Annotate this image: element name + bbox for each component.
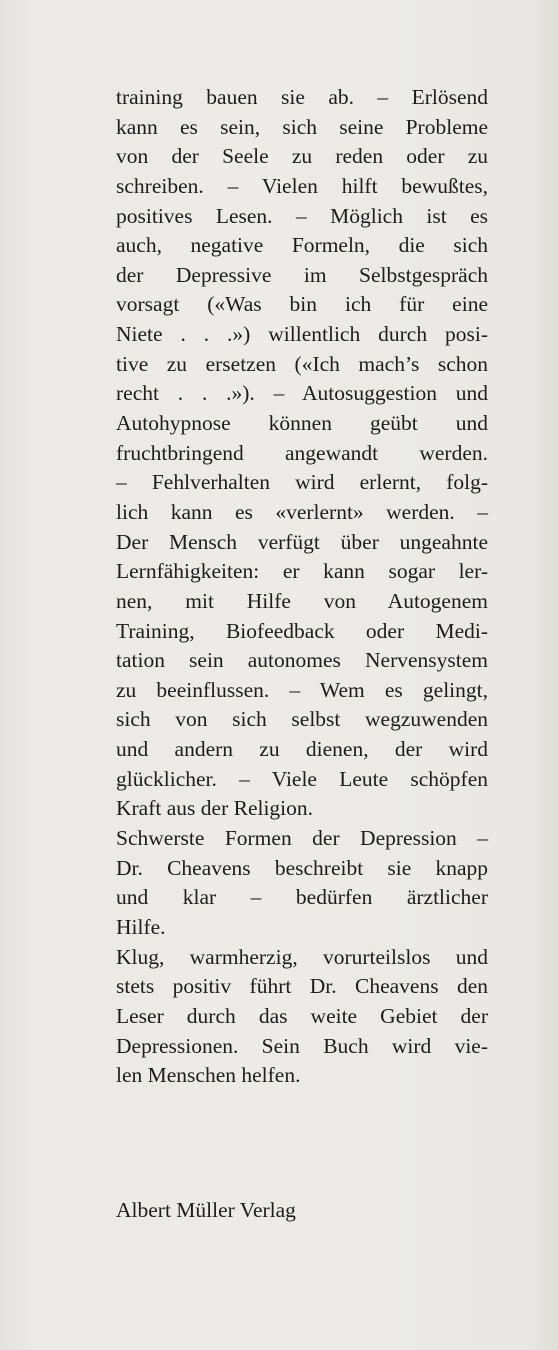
text-line: len Menschen helfen.	[116, 1063, 301, 1088]
text-line: Leser durch das weite Gebiet der	[116, 1003, 488, 1028]
text-line: fruchtbringend angewandt werden.	[116, 440, 488, 465]
text-line: nen, mit Hilfe von Autogenem	[116, 588, 488, 613]
text-line: Schwerste Formen der Depression –	[116, 826, 488, 851]
text-line: vorsagt («Was bin ich für eine	[116, 292, 488, 317]
text-line: auch, negative Formeln, die sich	[116, 233, 488, 258]
text-line: kann es sein, sich seine Probleme	[116, 114, 488, 139]
text-line: tive zu ersetzen («Ich mach’s schon	[116, 351, 488, 376]
text-line: Dr. Cheavens beschreibt sie knapp	[116, 855, 488, 880]
text-line: zu beeinflussen. – Wem es gelingt,	[116, 677, 488, 702]
blurb-text	[116, 83, 488, 1091]
text-line: – Fehlverhalten wird erlernt, folg-	[116, 470, 488, 495]
text-line: schreiben. – Vielen hilft bewußtes,	[116, 173, 488, 198]
text-line: und andern zu dienen, der wird	[116, 737, 488, 762]
text-line: Der Mensch verfügt über ungeahnte	[116, 529, 488, 554]
text-line: Training, Biofeedback oder Medi-	[116, 618, 488, 643]
text-line: sich von sich selbst wegzuwenden	[116, 707, 488, 732]
text-line: lich kann es «verlernt» werden. –	[116, 499, 488, 524]
text-line: tation sein autonomes Nervensystem	[116, 648, 488, 673]
text-line: recht . . .»). – Autosuggestion und	[116, 381, 488, 406]
text-line: training bauen sie ab. – Erlösend	[116, 85, 488, 109]
text-line: glücklicher. – Viele Leute schöpfen	[116, 766, 488, 791]
text-line: Klug, warmherzig, vorurteilslos und	[116, 944, 488, 969]
text-line: Autohypnose können geübt und	[116, 411, 488, 436]
text-line: von der Seele zu reden oder zu	[116, 144, 488, 169]
text-line: Hilfe.	[116, 914, 166, 939]
text-line: Lernfähigkeiten: er kann sogar ler-	[116, 559, 488, 584]
text-line: Depressionen. Sein Buch wird vie-	[116, 1033, 488, 1058]
publisher-name: Albert Müller Verlag	[116, 1198, 296, 1222]
text-line: Kraft aus der Religion.	[116, 796, 314, 821]
text-line: stets positiv führt Dr. Cheavens den	[116, 974, 488, 999]
text-line: und klar – bedürfen ärztlicher	[116, 885, 488, 910]
text-line: der Depressive im Selbstgespräch	[116, 262, 488, 287]
text-line: positives Lesen. – Möglich ist es	[116, 203, 488, 228]
text-line: Niete . . .») willentlich durch posi-	[116, 322, 488, 347]
